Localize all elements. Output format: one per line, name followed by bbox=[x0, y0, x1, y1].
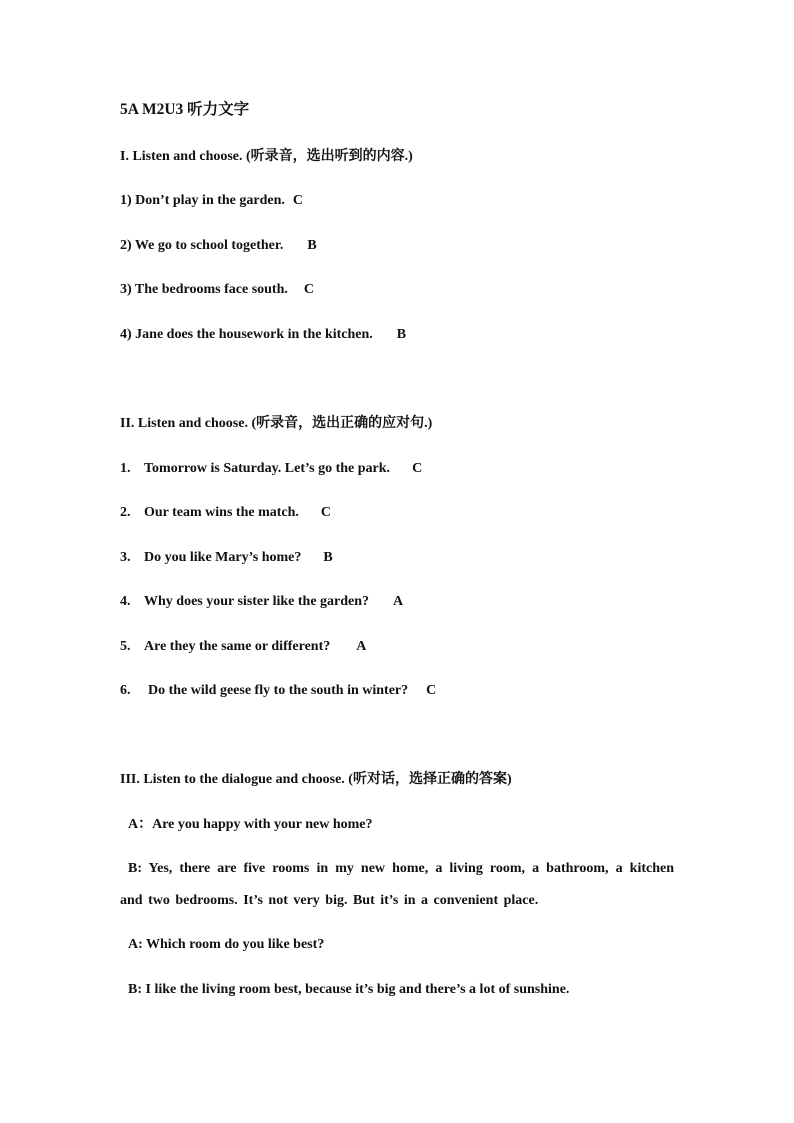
section-2-item bbox=[120, 549, 333, 567]
item-number: 2. bbox=[120, 505, 131, 520]
item-number: 3. bbox=[120, 550, 131, 565]
item-text: 2) We go to school together. bbox=[120, 238, 284, 253]
dialogue-line-b: B: Yes, there are five rooms in my new home, a living room, a bathroom, a kitchen and two bedrooms. It’s not very big. But it’s in a convenient place. bbox=[120, 861, 674, 908]
item-answer: C bbox=[320, 505, 332, 520]
document-title: 5A M2U3 听力文字 bbox=[120, 101, 250, 118]
item-text: Do the wild geese fly to the south in winter? bbox=[148, 683, 409, 698]
section-2-item bbox=[120, 504, 331, 522]
item-number: 5. bbox=[120, 639, 131, 654]
item-answer: B bbox=[307, 238, 317, 253]
section-2-item bbox=[120, 593, 403, 611]
item-text: 4) Jane does the housework in the kitchen. bbox=[120, 327, 373, 342]
item-number: 6. bbox=[120, 683, 131, 698]
item-answer: A bbox=[356, 639, 367, 654]
item-answer: C bbox=[303, 282, 315, 297]
section-2-item bbox=[120, 682, 436, 700]
item-text: Why does your sister like the garden? bbox=[144, 594, 370, 609]
item-text: 1) Don’t play in the garden. bbox=[120, 193, 285, 208]
item-answer: B bbox=[323, 550, 333, 565]
item-number: 1. bbox=[120, 461, 131, 476]
item-text: Do you like Mary’s home? bbox=[144, 550, 302, 565]
section-1-heading: I. Listen and choose. (听录音，选出听到的内容.) bbox=[120, 149, 413, 164]
section-2-item bbox=[120, 638, 366, 656]
item-answer: C bbox=[292, 193, 304, 208]
item-text: 3) The bedrooms face south. bbox=[120, 282, 288, 297]
item-text: Are they the same or different? bbox=[144, 639, 331, 654]
section-1-item bbox=[120, 326, 406, 344]
section-2-item bbox=[120, 460, 422, 478]
item-text: Tomorrow is Saturday. Let’s go the park. bbox=[144, 461, 391, 476]
dialogue-line-a: A：Are you happy with your new home? bbox=[128, 817, 373, 832]
dialogue-line-a: A: Which room do you like best? bbox=[128, 937, 325, 952]
section-1-item bbox=[120, 237, 317, 255]
item-answer: C bbox=[426, 683, 437, 698]
item-answer: A bbox=[393, 594, 404, 609]
item-answer: C bbox=[412, 461, 423, 476]
dialogue-line-b: B: I like the living room best, because it’s big and there’s a lot of sunshine. bbox=[128, 982, 570, 997]
section-2-heading: II. Listen and choose. (听录音，选出正确的应对句.) bbox=[120, 416, 433, 431]
section-1-item bbox=[120, 281, 314, 299]
item-text: Our team wins the match. bbox=[144, 505, 299, 520]
item-number: 4. bbox=[120, 594, 131, 609]
section-3-heading: III. Listen to the dialogue and choose. (听对话，选择正确的答案) bbox=[120, 772, 512, 787]
section-1-item bbox=[120, 192, 303, 210]
item-answer: B bbox=[396, 327, 407, 342]
